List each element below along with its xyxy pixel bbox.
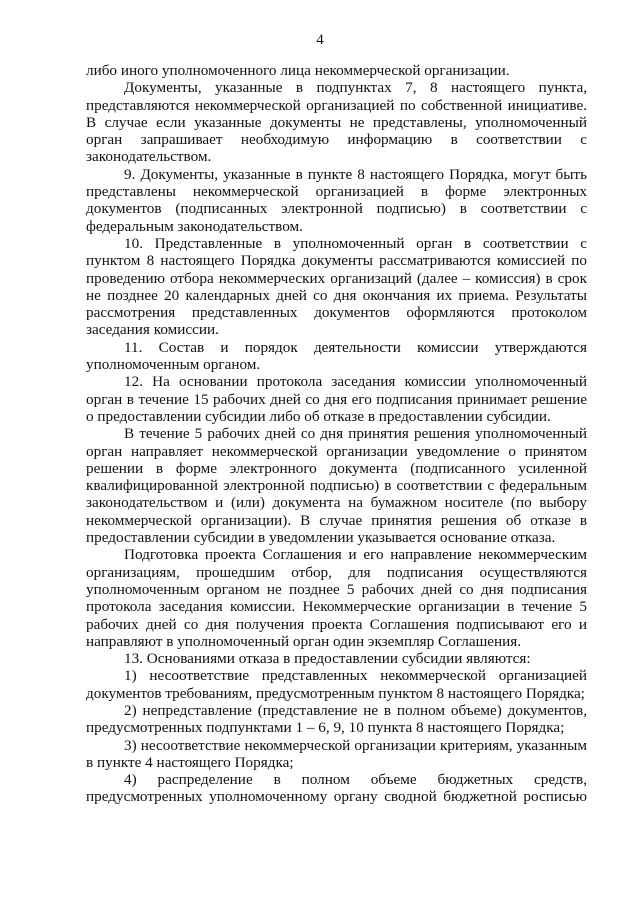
- paragraph-subitem-4: 4) распределение в полном объеме бюджетных средств, предусмотренных уполномоченному органу сводной бюджетной росписью: [86, 771, 587, 806]
- paragraph-item-11: 11. Состав и порядок деятельности комиссии утверждаются уполномоченным органом.: [86, 338, 587, 374]
- paragraph-notification: В течение 5 рабочих дней со дня принятия решения уполномоченный орган направляет некоммерческой организации уведомление о принятом решении в форме электронного документа (подписанного усиленной квалифицированной электронной подписью) в соответствии с федеральным законодательством и (или) документа на бумажном носителе (по выбору некоммерческой организации). В случае принятия решения об отказе в предоставлении субсидии в уведомлении указывается основание отказа.: [86, 425, 587, 547]
- paragraph-subitem-1: 1) несоответствие представленных некоммерческой организацией документов требованиям, предусмотренным пунктом 8 настоящего Порядка;: [86, 667, 587, 702]
- paragraph-item-9: 9. Документы, указанные в пункте 8 настоящего Порядка, могут быть представлены некоммерческой организацией в форме электронных документов (подписанных электронной подписью) в соответствии с федеральным законодательством.: [86, 165, 587, 235]
- paragraph-item-12: 12. На основании протокола заседания комиссии уполномоченный орган в течение 15 рабочих дней со дня его подписания принимает решение о предоставлении субсидии либо об отказе в предоставлении субсидии.: [86, 373, 587, 425]
- paragraph-subitem-3: 3) несоответствие некоммерческой организации критериям, указанным в пункте 4 настоящего Порядка;: [86, 736, 587, 771]
- paragraph-documents-initiative: Документы, указанные в подпунктах 7, 8 настоящего пункта, представляются некоммерческой организацией по собственной инициативе. В случае если указанные документы не представлены, уполномоченный орган запрашивает необходимую информацию в соответствии с законодательством.: [86, 79, 587, 166]
- document-body: [86, 62, 587, 806]
- paragraph-subitem-2: 2) непредставление (представление не в полном объеме) документов, предусмотренных подпунктами 1 – 6, 9, 10 пункта 8 настоящего Порядка;: [86, 701, 587, 737]
- page-number: 4: [316, 32, 324, 48]
- paragraph-item-10: 10. Представленные в уполномоченный орган в соответствии с пунктом 8 настоящего Порядка документы рассматриваются комиссией по проведению отбора некоммерческих организаций (далее – комиссия) в срок не позднее 20 календарных дней со дня окончания их приема. Результаты рассмотрения представленных документов оформляются протоколом заседания комиссии.: [86, 234, 587, 339]
- paragraph-continuation: либо иного уполномоченного лица некоммерческой организации.: [86, 62, 510, 79]
- paragraph-item-13: 13. Основаниями отказа в предоставлении субсидии являются:: [124, 650, 531, 668]
- paragraph-agreement: Подготовка проекта Соглашения и его направление некоммерческим организациям, прошедшим отбор, для подписания осуществляются уполномоченным органом не позднее 5 рабочих дней со дня подписания протокола заседания комиссии. Некоммерческие организации в течение 5 рабочих дней со дня получения проекта Соглашения подписывают его и направляют в уполномоченный орган один экземпляр Соглашения.: [86, 546, 587, 650]
